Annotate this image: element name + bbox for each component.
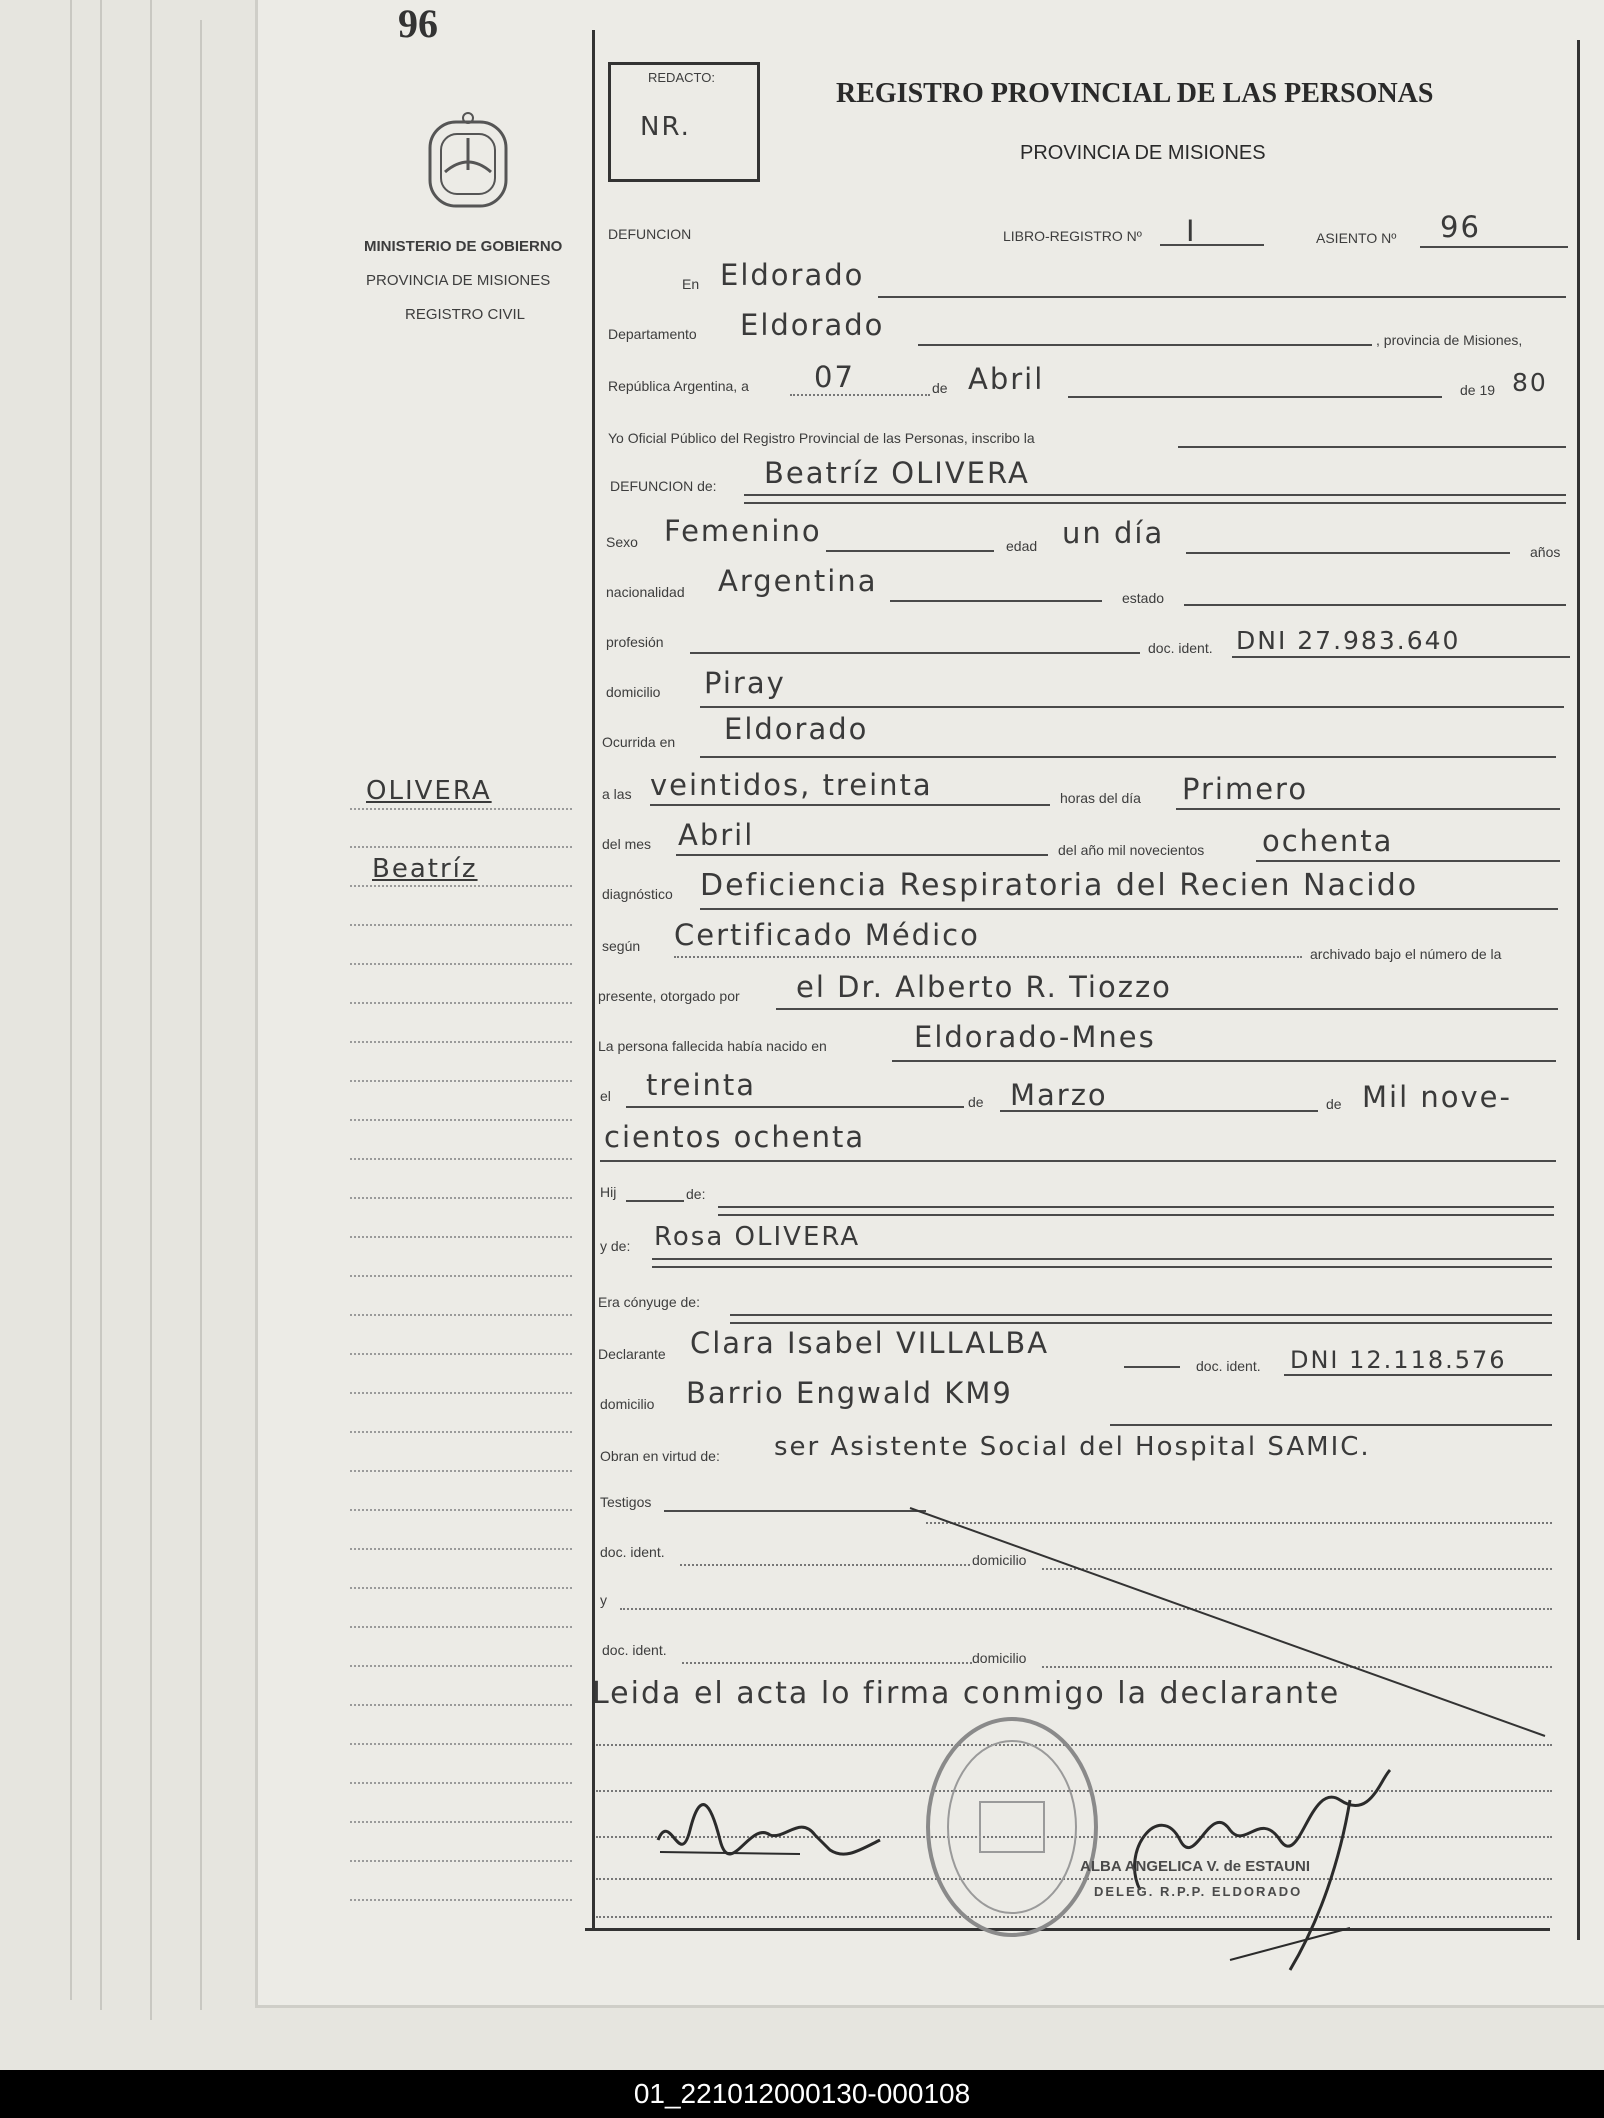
de-label: de bbox=[932, 380, 948, 396]
margin-rule bbox=[350, 1860, 572, 1862]
image-caption: 01_221012000130-000108 bbox=[633, 2078, 971, 2109]
field-line bbox=[1178, 446, 1566, 448]
margin-rule bbox=[350, 1821, 572, 1823]
coat-of-arms-icon bbox=[425, 112, 511, 216]
field-line bbox=[1160, 244, 1264, 246]
margin-rule bbox=[350, 1665, 572, 1667]
province-label: PROVINCIA DE MISIONES bbox=[366, 272, 551, 289]
horas-value: Primero bbox=[1182, 772, 1309, 806]
testigos-label: Testigos bbox=[600, 1494, 652, 1510]
hij-label: Hij bbox=[600, 1184, 617, 1200]
margin-rule bbox=[350, 1080, 572, 1082]
margin-rule bbox=[350, 1158, 572, 1160]
continuation-value: cientos ochenta bbox=[604, 1120, 866, 1154]
field-line bbox=[652, 1258, 1552, 1260]
margin-rule bbox=[350, 1704, 572, 1706]
hij-de-label: de: bbox=[686, 1186, 706, 1202]
margin-rule bbox=[350, 1041, 572, 1043]
declarant-signature bbox=[650, 1780, 890, 1880]
field-line bbox=[690, 652, 1140, 654]
field-line bbox=[600, 1160, 1556, 1162]
field-line bbox=[1186, 552, 1510, 554]
field-line bbox=[1124, 1366, 1180, 1368]
field-line bbox=[676, 854, 1048, 856]
month-value: Abril bbox=[968, 362, 1045, 396]
field-line bbox=[892, 1060, 1556, 1062]
field-line bbox=[718, 1214, 1554, 1216]
obran-label: Obran en virtud de: bbox=[600, 1448, 720, 1464]
field-line bbox=[718, 1206, 1554, 1208]
field-line bbox=[826, 550, 994, 552]
profesion-label: profesión bbox=[606, 634, 664, 650]
ministry-label: MINISTERIO DE GOBIERNO bbox=[364, 238, 563, 255]
anos-label: años bbox=[1530, 544, 1561, 560]
defuncion-de-value: Beatríz OLIVERA bbox=[764, 456, 1030, 490]
ocurrida-label: Ocurrida en bbox=[602, 734, 676, 750]
margin-rule bbox=[350, 924, 572, 926]
redacto-label: REDACTO: bbox=[648, 70, 715, 85]
margin-rule bbox=[350, 885, 572, 887]
margin-rule bbox=[350, 1119, 572, 1121]
doc-ident-value: DNI 27.983.640 bbox=[1236, 626, 1461, 655]
field-line bbox=[730, 1314, 1552, 1316]
margin-rule bbox=[350, 846, 572, 848]
sexo-value: Femenino bbox=[664, 514, 822, 548]
field-line bbox=[918, 344, 1372, 346]
margin-rule bbox=[350, 1197, 572, 1199]
year-suffix-value: 80 bbox=[1512, 368, 1548, 397]
margin-rule bbox=[350, 1509, 572, 1511]
a-las-label: a las bbox=[602, 786, 632, 802]
field-line bbox=[652, 1266, 1552, 1268]
margin-rule bbox=[350, 963, 572, 965]
y-de-label: y de: bbox=[600, 1238, 631, 1254]
segun-value: Certificado Médico bbox=[674, 918, 980, 952]
field-line bbox=[730, 1322, 1552, 1324]
margin-rule bbox=[350, 1392, 572, 1394]
day-value: 07 bbox=[814, 360, 855, 394]
del-mes-label: del mes bbox=[602, 836, 652, 852]
defuncion-heading: DEFUNCION bbox=[608, 226, 692, 242]
margin-rule bbox=[350, 1353, 572, 1355]
page-stack-edge bbox=[150, 0, 152, 2020]
en-value: Eldorado bbox=[720, 258, 865, 292]
field-line bbox=[744, 494, 1566, 496]
en-label: En bbox=[682, 276, 700, 292]
segun-label: según bbox=[602, 938, 641, 954]
margin-surname: OLIVERA bbox=[366, 776, 492, 806]
closing-statement: Leida el acta lo firma conmigo la declarante bbox=[592, 1676, 1341, 1711]
doc-ident-label: doc. ident. bbox=[1148, 640, 1213, 656]
margin-rule bbox=[350, 1548, 572, 1550]
presente-value: el Dr. Alberto R. Tiozzo bbox=[796, 970, 1172, 1004]
testigo-doc-label: doc. ident. bbox=[600, 1544, 665, 1560]
del-ano-value: ochenta bbox=[1262, 824, 1394, 858]
de-mes-label: de bbox=[968, 1094, 984, 1110]
defuncion-de-label: DEFUNCION de: bbox=[610, 478, 717, 494]
domicilio-label: domicilio bbox=[606, 684, 661, 700]
oficial-text: Yo Oficial Público del Registro Provincial de las Personas, inscribo la bbox=[608, 430, 1035, 446]
field-line bbox=[1420, 246, 1568, 248]
republica-label: República Argentina, a bbox=[608, 378, 749, 394]
field-line bbox=[790, 394, 930, 396]
margin-rule bbox=[350, 1587, 572, 1589]
field-line bbox=[1184, 604, 1566, 606]
cancel-diagonal-line bbox=[900, 1500, 1550, 1740]
y-de-value: Rosa OLIVERA bbox=[654, 1222, 861, 1252]
margin-rule bbox=[350, 1236, 572, 1238]
stamp-name: ALBA ANGELICA V. de ESTAUNI bbox=[1080, 1858, 1311, 1875]
field-line bbox=[626, 1106, 964, 1108]
field-line bbox=[1232, 656, 1570, 658]
margin-rule bbox=[350, 808, 572, 810]
libro-value: I bbox=[1186, 214, 1197, 248]
declarante-domicilio-label: domicilio bbox=[600, 1396, 655, 1412]
document-title: REGISTRO PROVINCIAL DE LAS PERSONAS bbox=[836, 78, 1434, 109]
margin-rule bbox=[350, 1470, 572, 1472]
page-number: 96 bbox=[398, 1, 438, 46]
testigo2-domicilio-label: domicilio bbox=[972, 1650, 1027, 1666]
el-label: el bbox=[600, 1088, 611, 1104]
field-line bbox=[776, 1008, 1558, 1010]
form-right-border bbox=[1577, 40, 1580, 1940]
el-value: treinta bbox=[646, 1068, 757, 1102]
departamento-value: Eldorado bbox=[740, 308, 885, 342]
official-stamp-icon bbox=[922, 1712, 1102, 1942]
margin-rule bbox=[350, 1899, 572, 1901]
asiento-value: 96 bbox=[1440, 210, 1481, 244]
field-line bbox=[700, 756, 1556, 758]
page-stack-edge bbox=[70, 0, 72, 2000]
obran-value: ser Asistente Social del Hospital SAMIC. bbox=[774, 1432, 1371, 1462]
field-line bbox=[664, 1510, 926, 1512]
de-ano-label: de bbox=[1326, 1096, 1342, 1112]
document-subtitle: PROVINCIA DE MISIONES bbox=[1020, 142, 1266, 164]
testigo-domicilio-label: domicilio bbox=[972, 1552, 1027, 1568]
form-left-border bbox=[592, 30, 595, 1930]
estado-label: estado bbox=[1122, 590, 1165, 606]
field-line bbox=[1068, 396, 1442, 398]
margin-rule bbox=[350, 1431, 572, 1433]
declarante-doc-value: DNI 12.118.576 bbox=[1290, 1346, 1507, 1374]
ocurrida-value: Eldorado bbox=[724, 712, 869, 746]
margin-rule bbox=[350, 1002, 572, 1004]
field-line bbox=[1110, 1424, 1552, 1426]
diagnostico-label: diagnóstico bbox=[602, 886, 673, 902]
registry-label: REGISTRO CIVIL bbox=[405, 306, 526, 323]
y-label: y bbox=[600, 1592, 607, 1608]
margin-rule bbox=[350, 1314, 572, 1316]
domicilio-value: Piray bbox=[704, 666, 786, 700]
nacido-label: La persona fallecida había nacido en bbox=[598, 1038, 827, 1054]
field-line bbox=[674, 956, 1302, 958]
edad-label: edad bbox=[1006, 538, 1038, 554]
edad-value: un día bbox=[1062, 516, 1165, 550]
a-las-value: veintidos, treinta bbox=[650, 768, 933, 802]
redacto-value: NR. bbox=[640, 112, 691, 142]
conyuge-label: Era cónyuge de: bbox=[598, 1294, 700, 1310]
margin-rule bbox=[350, 1782, 572, 1784]
margin-rule bbox=[350, 1275, 572, 1277]
field-line bbox=[890, 600, 1102, 602]
del-ano-label: del año mil novecientos bbox=[1058, 842, 1205, 858]
testigo2-doc-label: doc. ident. bbox=[602, 1642, 667, 1658]
declarante-doc-label: doc. ident. bbox=[1196, 1358, 1261, 1374]
field-line bbox=[878, 296, 1566, 298]
asiento-label: ASIENTO Nº bbox=[1316, 230, 1397, 246]
provincia-label: , provincia de Misiones, bbox=[1376, 332, 1523, 348]
diagnostico-value: Deficiencia Respiratoria del Recien Nacido bbox=[700, 868, 1419, 903]
field-line bbox=[1000, 1110, 1318, 1112]
libro-label: LIBRO-REGISTRO Nº bbox=[1003, 228, 1142, 244]
del-mes-value: Abril bbox=[678, 818, 755, 852]
page-stack-edge bbox=[100, 0, 102, 2010]
archivado-label: archivado bajo el número de la bbox=[1310, 946, 1502, 962]
field-line bbox=[700, 908, 1558, 910]
de-year-label: de 19 bbox=[1460, 382, 1496, 398]
field-line bbox=[650, 804, 1050, 806]
field-line bbox=[744, 502, 1566, 504]
declarante-label: Declarante bbox=[598, 1346, 666, 1362]
nacionalidad-label: nacionalidad bbox=[606, 584, 685, 600]
declarante-domicilio-value: Barrio Engwald KM9 bbox=[686, 1376, 1013, 1410]
field-line bbox=[626, 1200, 684, 1202]
field-line bbox=[1256, 860, 1560, 862]
field-line bbox=[1284, 1374, 1552, 1376]
de-mes-value: Marzo bbox=[1010, 1078, 1108, 1112]
stamp-role: DELEG. R.P.P. ELDORADO bbox=[1094, 1884, 1303, 1899]
horas-label: horas del día bbox=[1060, 790, 1141, 806]
field-line bbox=[700, 706, 1564, 708]
margin-given-name: Beatríz bbox=[372, 854, 478, 884]
presente-label: presente, otorgado por bbox=[598, 988, 740, 1004]
margin-rule bbox=[350, 1626, 572, 1628]
nacido-value: Eldorado-Mnes bbox=[914, 1020, 1156, 1054]
nacionalidad-value: Argentina bbox=[718, 564, 878, 598]
de-ano-value: Mil nove- bbox=[1362, 1080, 1512, 1114]
departamento-label: Departamento bbox=[608, 326, 697, 342]
sexo-label: Sexo bbox=[606, 534, 638, 550]
declarante-value: Clara Isabel VILLALBA bbox=[690, 1326, 1050, 1360]
margin-rule bbox=[350, 1743, 572, 1745]
page-stack-edge bbox=[200, 20, 202, 2010]
field-line bbox=[1176, 808, 1560, 810]
